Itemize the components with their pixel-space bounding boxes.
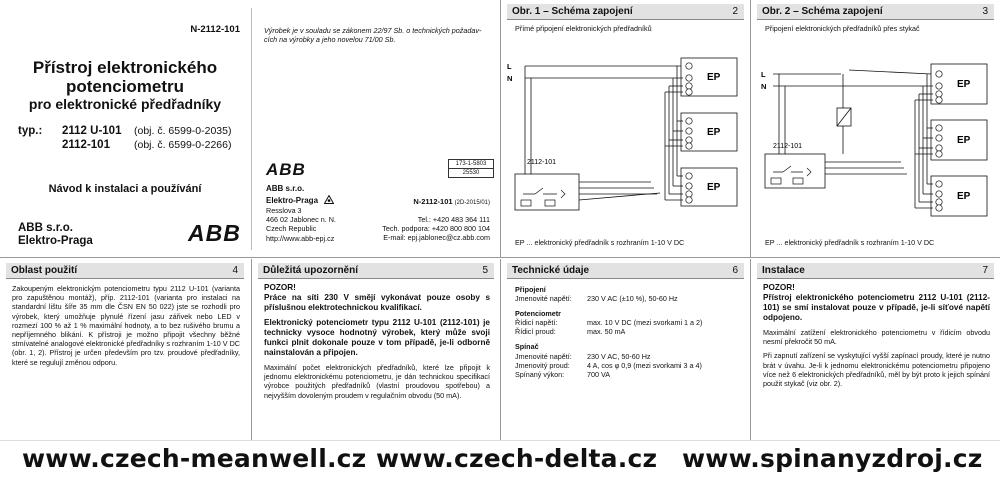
cover-type2-code: 2112-101	[62, 139, 110, 151]
fig2-header	[757, 4, 994, 20]
spec-label: Jmenovitý proud:	[515, 360, 570, 370]
cover-type2-order: (obj. č. 6599-0-2266)	[134, 139, 232, 151]
back-doc-ref-number: N-2112-101	[413, 197, 453, 206]
warning-bold-paragraph-1: Práce na síti 230 V smějí vykonávat pouze osoby s příslušnou elektrotechnickou kvalifikací.	[264, 293, 490, 312]
cover-manual-title: Návod k instalaci a používání	[48, 183, 202, 195]
back-panel	[252, 0, 500, 257]
install-header	[757, 263, 994, 279]
back-division: Elektro-Praga	[266, 196, 319, 205]
triangle-logo-icon	[324, 195, 334, 204]
usage-text: Zakoupeným elektronickým potenciometru typu 2112 U-101 (varianta pro zapuštěnou montáž), příp. 2112-101 (varianta pro instalaci na standardní lištu šíře 35 mm dle ČSN EN 50 022) jste se rozhodli pro výrobek, který umožňuje plynulé řízení jasu zářivek nebo LED v rozmezí 100 % až 1 % maximální hodnoty, a to bez rušivého brumu a nepříjemného blikání. K přístroji je možno připojit všechny běžné stmívatelné analogové elektronické předřadníky s rozhraním 1-10 V DC (obr. 1, 2). Přístroj je určen především pro tzv. proudové předřadníky, které se regulují změnou odporu.	[12, 284, 240, 367]
code-box	[448, 159, 494, 178]
back-division-row	[266, 195, 334, 205]
conformity-note	[264, 26, 481, 44]
fig1-page-number: 2	[732, 6, 738, 17]
back-company: ABB s.r.o.	[266, 184, 305, 193]
back-contacts	[382, 215, 490, 243]
contact-phone: Tel.: +420 483 364 111	[417, 215, 490, 224]
warning-header	[258, 263, 494, 279]
back-abb-logo: ABB	[266, 160, 306, 179]
cover-company-line1: ABB s.r.o.	[18, 222, 73, 234]
fig1-caption: EP ... elektronický předřadník s rozhraním 1-10 V DC	[515, 238, 685, 247]
spec-value: 230 V AC, 50-60 Hz	[587, 351, 651, 361]
cover-title-line2: potenciometru	[65, 77, 185, 96]
spec-row	[515, 294, 678, 303]
url-czech-meanwell-link[interactable]: www.czech-meanwell.cz	[22, 444, 367, 473]
cover-doc-number: N-2112-101	[190, 24, 240, 35]
install-bold-paragraph: Přístroj elektronického potenciometru 2112 U-101 (2112-101) se smí instalovat pouze v případě, je-li síťové napětí odpojeno.	[763, 293, 990, 322]
cover-type1-code: 2112 U-101	[62, 125, 122, 137]
code-box-line2: 25530	[462, 170, 480, 176]
cover-title-line1: Přístroj elektronického	[32, 58, 218, 77]
conformity-line2: cích na výrobky a jeho novelou 71/00 Sb.	[264, 35, 396, 45]
fig1-ep-2: EP	[707, 127, 721, 138]
conformity-line1: Výrobek je v souladu se zákonem 22/97 Sb. o technických požadav-	[264, 26, 482, 35]
spec-value: 4 A, cos φ 0,9 (mezi svorkami 3 a 4)	[587, 360, 702, 370]
fig1-panel	[501, 0, 750, 257]
specs-title: Technické údaje	[512, 265, 590, 276]
specs-page-number: 6	[732, 265, 738, 276]
address-url-link[interactable]: http://www.abb-epj.cz	[266, 233, 335, 243]
cover-panel	[0, 0, 250, 257]
fig2-caption: EP ... elektronický předřadník s rozhraním 1-10 V DC	[765, 238, 935, 247]
code-box-line1: 173-1-5803	[449, 160, 493, 169]
back-address	[266, 206, 336, 243]
warning-body	[264, 283, 490, 400]
specs-panel	[501, 259, 750, 440]
spec-table	[515, 318, 702, 336]
fig1-device-label: 2112-101	[527, 159, 557, 166]
install-panel	[751, 259, 1000, 440]
cover-subtitle: pro elektronické předřadníky	[28, 96, 222, 112]
install-paragraph-2: Při zapnutí zařízení se vyskytující vyšší zapínací proudy, které je nutno brát v úvahu. Je-li k jednomu elektronickému potenciometru připojeno více než 6 elektronických předřadníků, měl by být proto k jejich spínání použit stykač (viz obr. 2).	[763, 351, 990, 389]
install-body	[763, 283, 990, 388]
usage-panel	[0, 259, 250, 440]
spec-group-heading: Spínač	[515, 342, 539, 352]
spec-value: max. 50 mA	[587, 327, 626, 337]
url-spinanyzdroj-link[interactable]: www.spinanyzdroj.cz	[682, 444, 983, 473]
fig2-panel	[751, 0, 1000, 257]
fig2-title: Obr. 2 – Schéma zapojení	[762, 6, 883, 17]
fig2-subtitle: Připojení elektronických předřadníků přes stykač	[765, 24, 920, 33]
cover-type1-order: (obj. č. 6599-0-2035)	[134, 125, 232, 137]
fig2-device-label: 2112-101	[773, 143, 803, 150]
fig2-ep-3: EP	[957, 191, 971, 202]
spec-label: Řídicí napětí:	[515, 318, 558, 328]
back-doc-ref	[413, 197, 490, 206]
spec-label: Jmenovité napětí:	[515, 294, 572, 304]
spec-table	[515, 352, 702, 379]
contact-support: Tech. podpora: +420 800 800 104	[382, 224, 490, 234]
fig2-label-l: L	[761, 70, 766, 79]
address-line1: Resslova 3	[266, 206, 302, 215]
address-line2: 466 02 Jablonec n. N.	[266, 215, 336, 225]
row-divider	[0, 257, 1000, 258]
spec-row	[515, 327, 702, 336]
address-line3: Czech Republic	[266, 224, 317, 234]
specs-header	[507, 263, 744, 279]
warning-bold-paragraph-2: Elektronický potenciometr typu 2112 U-101 (2112-101) je technicky vysoce hodnotný výrobek, který může svoji funkci plnit dokonale pouze v tom případě, je-li odborně nainstalován a připojen.	[264, 318, 490, 357]
fig1-ep-1: EP	[707, 72, 721, 83]
install-heading: POZOR!	[763, 283, 795, 292]
spec-label: Spínaný výkon:	[515, 369, 565, 379]
warning-paragraph: Maximální počet elektronických předřadníků, které lze připojit k jednomu elektronickému potenciometru, je dán technickou specifikací výrobce použitých předřadníků (vlastní proudovou spotřebou) a nejvyšším dovoleným proudem v regulačním obvodu (50 mA).	[264, 363, 490, 400]
usage-header	[6, 263, 244, 279]
spec-label: Řídicí proud:	[515, 327, 556, 337]
fig1-subtitle: Přímé připojení elektronických předřadníků	[515, 24, 652, 33]
contact-email-link[interactable]: E-mail: epj.jablonec@cz.abb.com	[383, 233, 490, 243]
footer-urls	[0, 440, 1000, 480]
spec-group-heading: Potenciometr	[515, 309, 561, 319]
back-doc-ref-detail: (2D-2015/01)	[454, 200, 490, 206]
usage-title: Oblast použití	[11, 265, 78, 276]
install-paragraph-1: Maximální zatížení elektronického potenciometru v řídicím obvodu nesmí překročit 50 mA.	[763, 328, 990, 347]
fig2-wiring-diagram	[751, 34, 1000, 234]
fig1-ep-3: EP	[707, 182, 721, 193]
fig1-wiring-diagram	[501, 34, 750, 234]
spec-table	[515, 294, 678, 303]
cover-title-block	[0, 58, 250, 113]
spec-value: max. 10 V DC (mezi svorkami 1 a 2)	[587, 318, 703, 328]
warning-page-number: 5	[482, 265, 488, 276]
fig1-title: Obr. 1 – Schéma zapojení	[512, 6, 633, 17]
fig2-page-number: 3	[982, 6, 988, 17]
spec-value: 230 V AC (±10 %), 50-60 Hz	[587, 294, 678, 304]
fig1-header	[507, 4, 744, 20]
specs-body	[515, 285, 742, 379]
cover-types	[18, 124, 231, 152]
cover-typ-label: typ.:	[18, 125, 43, 137]
spec-row	[515, 361, 702, 370]
install-page-number: 7	[982, 265, 988, 276]
fig1-label-l: L	[507, 62, 512, 71]
cover-company-line2: Elektro-Praga	[18, 235, 93, 247]
fig2-ep-2: EP	[957, 135, 971, 146]
spec-row	[515, 352, 702, 361]
cover-company	[18, 222, 93, 248]
warning-title: Důležitá upozornění	[263, 265, 358, 276]
spec-row	[515, 370, 702, 379]
fig2-label-n: N	[761, 82, 767, 91]
usage-page-number: 4	[232, 265, 238, 276]
spec-label: Jmenovité napětí:	[515, 351, 572, 361]
fig2-ep-1: EP	[957, 79, 971, 90]
fig1-label-n: N	[507, 74, 513, 83]
cover-abb-logo: ABB	[188, 220, 241, 246]
spec-row	[515, 318, 702, 327]
install-title: Instalace	[762, 265, 805, 276]
spec-group-heading: Připojení	[515, 285, 546, 294]
url-czech-delta-link[interactable]: www.czech-delta.cz	[376, 444, 658, 473]
bottom-row	[0, 259, 1000, 440]
warning-panel	[252, 259, 500, 440]
warning-heading: POZOR!	[264, 283, 296, 292]
spec-value: 700 VA	[587, 369, 611, 379]
